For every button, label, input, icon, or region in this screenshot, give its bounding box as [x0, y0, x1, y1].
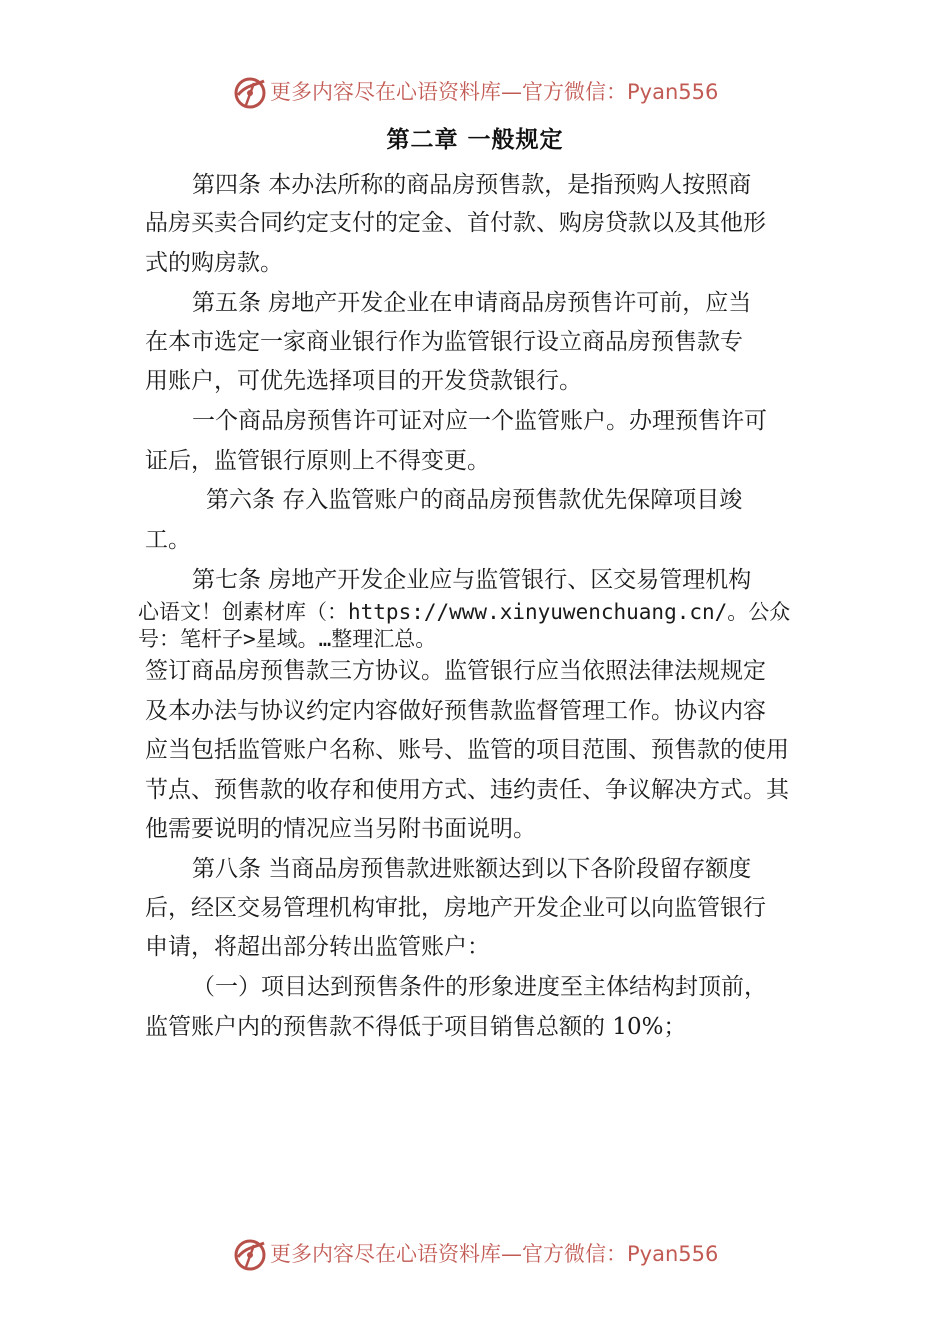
text-line: （一）项目达到预售条件的形象进度至主体结构封顶前， [192, 974, 767, 1000]
text-line: 第五条 房地产开发企业在申请商品房预售许可前，应当 [192, 290, 752, 316]
text-line: 他需要说明的情况应当另附书面说明。 [145, 816, 536, 842]
watermark-line: 心语文！创素材库（：https://www.xinyuwenchuang.cn/。公众 [138, 600, 791, 624]
text-line: 申请，将超出部分转出监管账户： [145, 934, 490, 960]
text-line: 式的购房款。 [145, 250, 283, 276]
text-line: 品房买卖合同约定支付的定金、首付款、购房贷款以及其他形 [145, 210, 766, 236]
text-line: 第四条 本办法所称的商品房预售款，是指预购人按照商 [192, 172, 752, 198]
text-line: 节点、预售款的收存和使用方式、违约责任、争议解决方式。其 [145, 777, 789, 803]
banner-wechat: 官方微信：Pyan556 [522, 1242, 719, 1266]
text-line: 监管账户内的预售款不得低于项目销售总额的 10%； [145, 1014, 687, 1040]
text-line: 一个商品房预售许可证对应一个监管账户。办理预售许可 [192, 408, 767, 434]
banner-dash: — [501, 1242, 522, 1266]
text-line: 签订商品房预售款三方协议。监管银行应当依照法律法规规定 [145, 658, 766, 684]
text-line: 在本市选定一家商业银行作为监管银行设立商品房预售款专 [145, 329, 743, 355]
text-line: 用账户，可优先选择项目的开发贷款银行。 [145, 368, 582, 394]
text-line: 第六条 存入监管账户的商品房预售款优先保障项目竣 [206, 487, 743, 513]
banner-dash: — [501, 80, 522, 104]
text-line: 后，经区交易管理机构审批，房地产开发企业可以向监管银行 [145, 895, 766, 921]
brand-logo-icon [232, 1237, 268, 1273]
text-line: 应当包括监管账户名称、账号、监管的项目范围、预售款的使用 [145, 737, 789, 763]
chapter-title: 第二章 一般规定 [386, 126, 564, 153]
banner-prefix: 更多内容尽在心语资料库 [270, 80, 501, 104]
watermark-banner-top [0, 72, 950, 112]
banner-wechat: 官方微信：Pyan556 [522, 80, 719, 104]
text-line: 第七条 房地产开发企业应与监管银行、区交易管理机构 [192, 567, 752, 593]
text-line: 工。 [145, 527, 191, 553]
text-line: 第八条 当商品房预售款进账额达到以下各阶段留存额度 [192, 856, 752, 882]
watermark-banner-bottom [0, 1234, 950, 1274]
brand-logo-icon [232, 75, 268, 111]
watermark-line: 号：笔杆子>星域。…整理汇总。 [138, 627, 437, 651]
banner-prefix: 更多内容尽在心语资料库 [270, 1242, 501, 1266]
text-line: 证后，监管银行原则上不得变更。 [145, 448, 490, 474]
text-line: 及本办法与协议约定内容做好预售款监督管理工作。协议内容 [145, 698, 766, 724]
